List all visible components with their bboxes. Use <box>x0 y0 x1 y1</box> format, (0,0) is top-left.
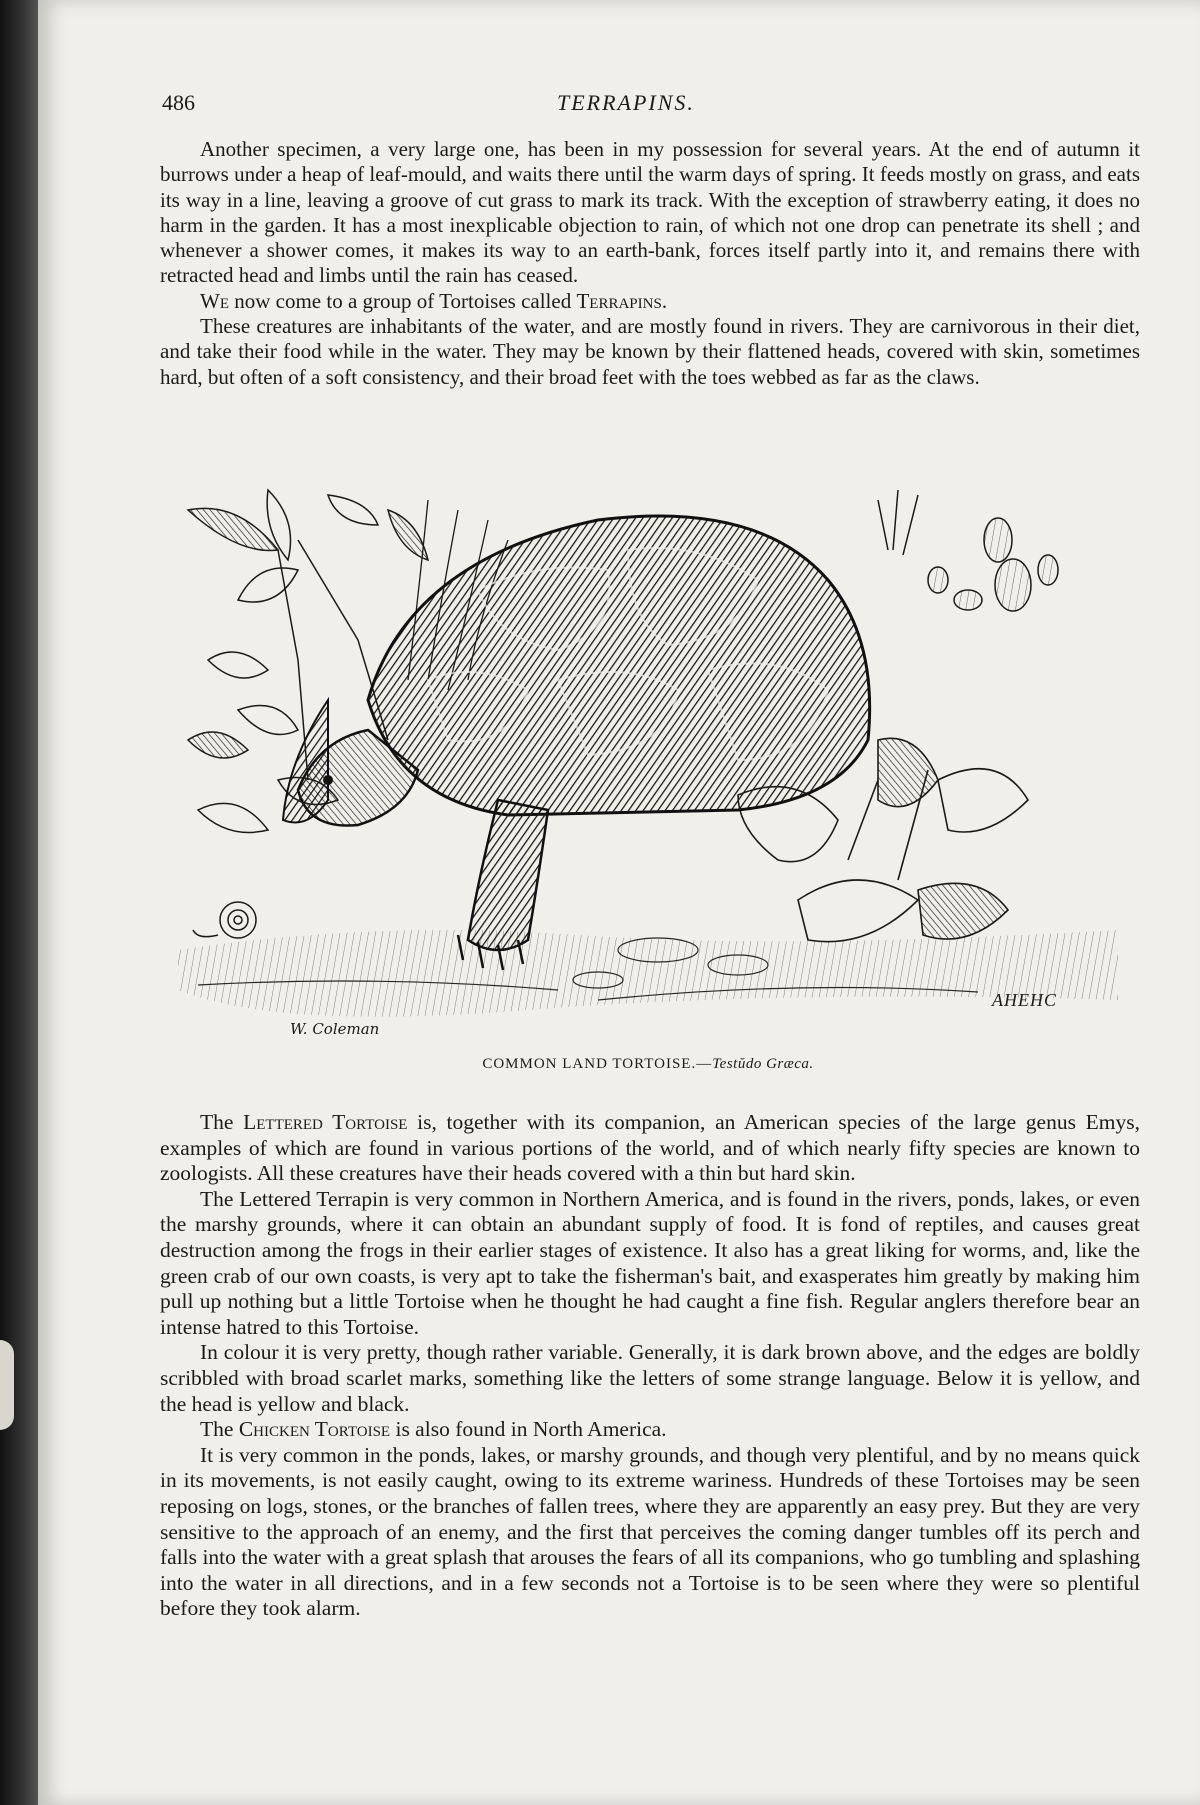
paragraph-text: now come to a group of Tortoises called <box>228 288 577 313</box>
small-caps-term: Terrapins <box>576 288 662 313</box>
running-title: TERRAPINS. <box>557 90 695 115</box>
engraving-tortoise-image <box>178 480 1118 1040</box>
paragraph: Another specimen, a very large one, has been in my possession for several years. At the end of autumn it burrows under a heap of leaf-mould, and waits there until the warm days of spring. It feeds mostly on grass, and eats its way in a line, leaving a groove of cut grass to mark its track. With the exception of strawberry eating, it does no harm in the garden. It has a most inexplicable objection to rain, of which not one drop can penetrate its shell ; and whenever a shower comes, it makes its way to an earth-bank, forces itself partly into it, and remains there with retracted head and limbs until the rain has ceased. <box>160 137 1140 288</box>
caption-latin-name: Testŭdo Græca. <box>712 1056 814 1072</box>
paragraph-text: The <box>200 1110 244 1134</box>
small-caps-term: Lettered Tortoise <box>243 1110 408 1134</box>
paragraph <box>160 1417 1140 1443</box>
paragraph: In colour it is very pretty, though rather variable. Generally, it is dark brown above, and the edges are boldly scribbled with broad scarlet marks, something like the letters of some strange language. Below it is yellow, and the head is yellow and black. <box>160 1340 1140 1416</box>
caption-main: COMMON LAND TORTOISE.— <box>482 1056 713 1072</box>
paragraph: It is very common in the ponds, lakes, or marshy grounds, and though very plentiful, and by no means quick in its movements, is not easily caught, owing to its extreme wariness. Hundreds of these Tortoises may be seen reposing on logs, stones, or the branches of fallen trees, where they are apparently an easy prey. But they are very sensitive to the approach of an enemy, and the first that perceives the coming danger tumbles off its perch and falls into the water with a great splash that arouses the fears of all its companions, who go tumbling and splashing into the water in all directions, and in a few seconds not a Tortoise is to be seen where they were so plentiful before they took alarm. <box>160 1442 1140 1621</box>
engraver-monogram: AHEHC <box>992 990 1057 1010</box>
top-text-block <box>160 137 1140 390</box>
artist-signature: W. Coleman <box>290 1020 380 1038</box>
paragraph-text: is, together with its companion, an American species of the large genus Emys, examples of which are found in various portions of the world, and of which nearly fifty species are known to zoologists. All these creatures have their heads covered with a thin but hard skin. <box>160 1110 1140 1186</box>
paragraph: These creatures are inhabitants of the water, and are mostly found in rivers. They are carnivorous in their diet, and take their food while in the water. They may be known by their flattened heads, covered with skin, sometimes hard, but often of a soft consistency, and their broad feet with the toes webbed as far as the claws. <box>160 314 1140 389</box>
paragraph-text: The <box>200 1417 239 1442</box>
paragraph <box>160 289 1140 314</box>
running-head <box>162 90 1162 120</box>
bottom-text-block <box>160 1110 1140 1622</box>
paragraph-end: . <box>661 288 668 313</box>
tortoise-illustration <box>178 480 1118 1040</box>
figure-caption <box>178 1056 1118 1073</box>
paragraph: The Lettered Terrapin is very common in Northern America, and is found in the rivers, ponds, lakes, or even the marshy grounds, where it can obtain an abundant supply of food. It is fond of reptiles, and causes great destruction among the frogs in their earlier stages of existence. It also has a great liking for worms, and, like the green crab of our own coasts, is very apt to take the fisherman's bait, and exasperates him greatly by making him pull up nothing but a little Tortoise when he thought he had caught a fine fish. Regular anglers therefore bear an intense hatred to this Tortoise. <box>160 1186 1140 1339</box>
book-spine-shadow <box>0 0 38 1805</box>
page-edge-notch <box>0 1340 14 1430</box>
small-caps-lead: We <box>200 288 229 313</box>
paragraph-text: is also found in North America. <box>390 1417 667 1442</box>
small-caps-term: Chicken Tortoise <box>238 1417 391 1442</box>
paragraph <box>160 1110 1140 1187</box>
page-number: 486 <box>162 90 195 115</box>
